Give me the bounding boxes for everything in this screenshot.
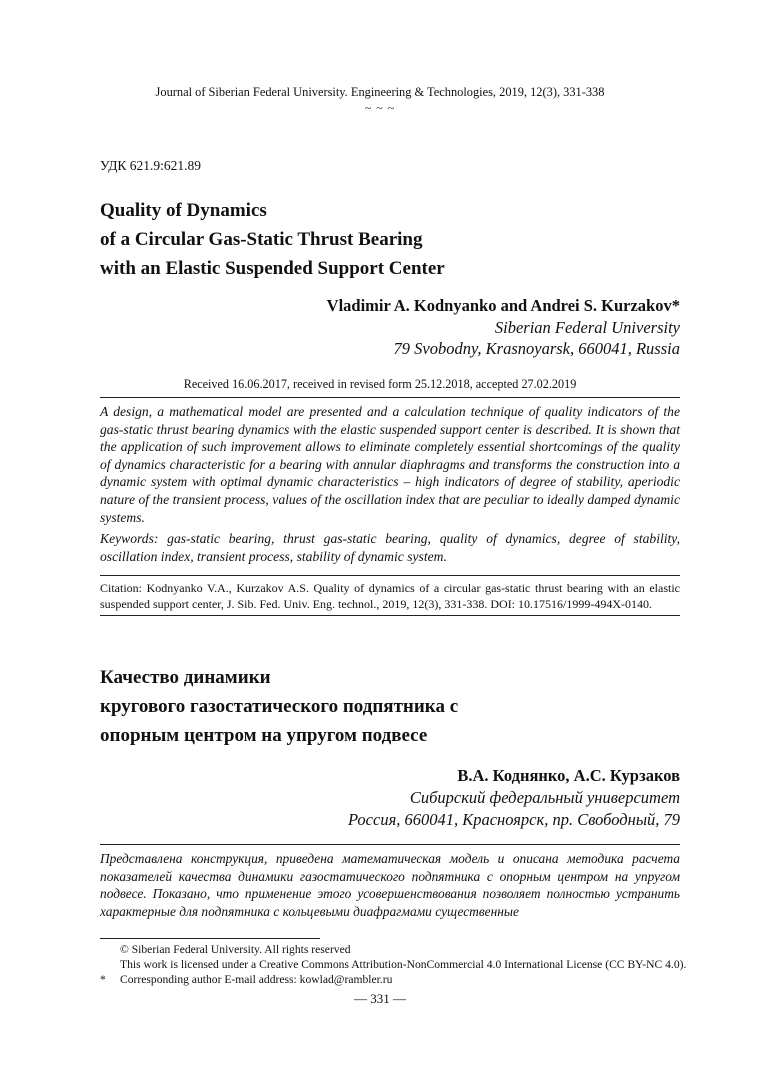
header-tilde-separator: ~ ~ ~ <box>364 101 396 115</box>
russian-title-line: кругового газостатического подпятника с <box>100 696 459 717</box>
footnotes <box>100 942 690 987</box>
page-number: — 331 — <box>354 991 406 1006</box>
russian-affiliation: Сибирский федеральный университет <box>409 788 680 807</box>
divider-line <box>100 615 680 616</box>
footnote-separator <box>100 938 320 939</box>
journal-header: Journal of Siberian Federal University. Engineering & Technologies, 2019, 12(3), 331-338 <box>155 85 605 99</box>
russian-title <box>100 663 458 750</box>
russian-address: Россия, 660041, Красноярск, пр. Свободный, 79 <box>347 810 680 829</box>
english-authors: Vladimir A. Kodnyanko and Andrei S. Kurzakov* <box>326 296 680 315</box>
english-title-line: of a Circular Gas-Static Thrust Bearing <box>100 229 423 250</box>
english-title-line: Quality of Dynamics <box>100 200 267 221</box>
received-dates: Received 16.06.2017, received in revised form 25.12.2018, accepted 27.02.2019 <box>183 377 577 391</box>
udk-code: УДК 621.9:621.89 <box>100 158 202 173</box>
footnote-copyright: © Siberian Federal University. All rights reserved <box>120 943 351 956</box>
russian-title-line: опорным центром на упругом подвесе <box>100 725 428 746</box>
footnote-corresponding: Corresponding author E-mail address: kowlad@rambler.ru <box>120 973 393 986</box>
english-title-line: with an Elastic Suspended Support Center <box>100 258 445 279</box>
english-abstract: A design, a mathematical model are presented and a calculation technique of quality indicators of the gas-static thrust bearing dynamics with the elastic suspended support center is described. It is shown that the application of such improvement allows to eliminate completely essential shortcomings of the quality of dynamics characteristic for a bearing with annular diaphragms and transforms the construction into a dynamic system with optimal dynamic characteristics – high indicators of degree of stability, aperiodic nature of the transient process, values of the oscillation index that are peculiar to ideally damped dynamic systems. <box>100 404 680 525</box>
russian-author-block <box>100 765 680 831</box>
russian-abstract: Представлена конструкция, приведена математическая модель и описана методика расчета показателей качества динамики газостатического подпятника с опорным центром на упругом подвесе. Показано, что применение этого усовершенствования позволяет полностью устранить характерные для подпятника с кольцевыми диафрагмами существенные <box>100 851 680 919</box>
english-affiliation: Siberian Federal University <box>494 317 680 337</box>
russian-title-line: Качество динамики <box>100 667 271 688</box>
footnote-license: This work is licensed under a Creative Commons Attribution-NonCommercial 4.0 International License (CC BY-NC 4.0). <box>120 958 687 971</box>
divider-line <box>100 397 680 398</box>
russian-authors: В.А. Коднянко, А.С. Курзаков <box>457 766 680 785</box>
english-keywords: Keywords: gas-static bearing, thrust gas-static bearing, quality of dynamics, degree of stability, oscillation index, transient process, stability of dynamic system. <box>100 531 680 564</box>
footnote-corresponding-row <box>100 972 690 987</box>
divider-line <box>100 844 680 845</box>
citation: Citation: Kodnyanko V.A., Kurzakov A.S. Quality of dynamics of a circular gas-static thrust bearing with an elastic suspended support center, J. Sib. Fed. Univ. Eng. technol., 2019, 12(3), 331-338. DOI: 10.17516/1999-494X-0140. <box>100 581 680 611</box>
footnote-asterisk: * <box>100 973 106 986</box>
english-title <box>100 196 445 283</box>
english-address: 79 Svobodny, Krasnoyarsk, 660041, Russia <box>393 339 680 358</box>
divider-line <box>100 575 680 576</box>
english-author-block <box>100 295 680 360</box>
